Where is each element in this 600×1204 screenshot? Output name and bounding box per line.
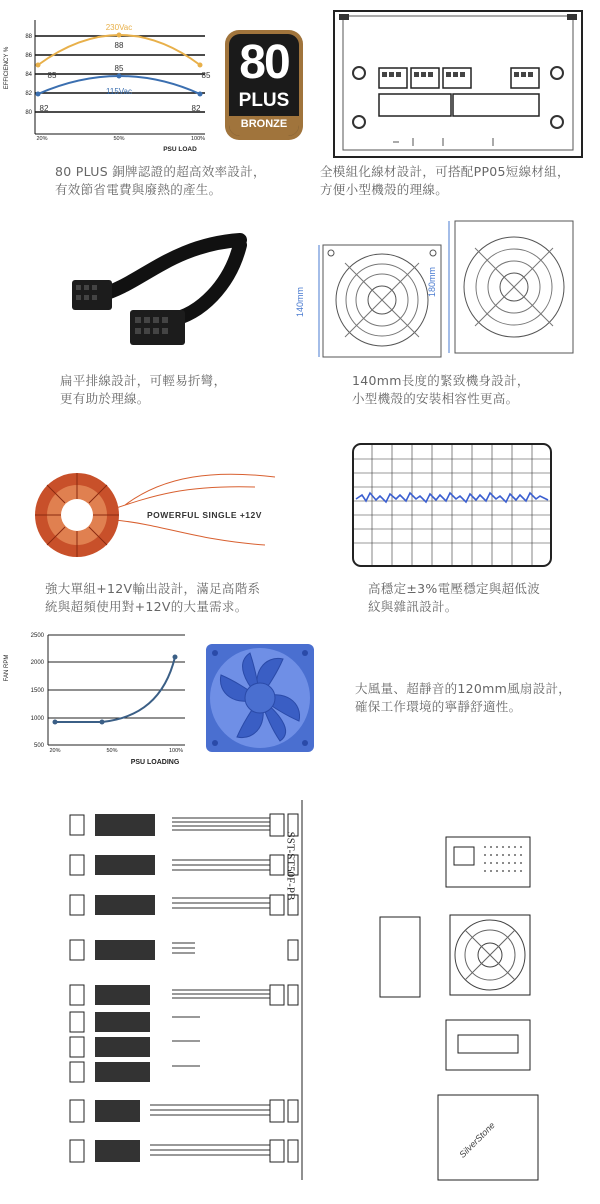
- label-88: 88: [114, 41, 124, 50]
- efficiency-chart: [0, 10, 215, 160]
- efficiency-ylabel: EFFICIENCY %: [4, 46, 10, 90]
- caption-12v: 強大單組+12V輸出設計，滿足高階系 統與超頻使用對+12V的大量需求。: [45, 581, 261, 614]
- eff-ytick: 80: [25, 110, 32, 116]
- fan-ytick: 1000: [30, 716, 44, 722]
- caption-fan: 大風量、超靜音的120mm風扇設計， 確保工作環境的寧靜舒適性。: [355, 681, 572, 714]
- fan-ytick: 2500: [30, 633, 44, 639]
- fan-xtick: 100%: [168, 748, 184, 754]
- label-85: 85: [114, 64, 124, 73]
- eff-ytick: 86: [25, 53, 32, 59]
- fan-ylabel: FAN RPM: [4, 654, 10, 682]
- fan-ytick: 1500: [30, 688, 44, 694]
- cable-schematic: [60, 800, 310, 1180]
- length-140-label: 140mm: [295, 286, 306, 318]
- eff-ytick: 84: [25, 72, 32, 78]
- dimension-drawings: [370, 815, 580, 1200]
- caption-modular: 全模組化線材設計，可搭配PP05短線材組， 方便小型機殼的理線。: [320, 164, 570, 197]
- model-label: SST-ST50F-PB: [284, 831, 297, 901]
- dimension-drawing: [295, 215, 585, 365]
- modular-panel-image: [333, 10, 583, 158]
- label-85-left: 85: [47, 71, 57, 80]
- 80plus-bronze-badge: [225, 30, 303, 140]
- length-180-label: 180mm: [427, 266, 438, 298]
- fan-ytick: 2000: [30, 660, 44, 666]
- caption-ripple: 高穩定±3%電壓穩定與超低波 紋與雜訊設計。: [368, 581, 541, 614]
- fan-xtick: 50%: [106, 748, 118, 754]
- eff-ytick: 88: [25, 34, 32, 40]
- fan-rpm-chart: [0, 628, 200, 773]
- blue-fan-image: [205, 643, 315, 753]
- caption-efficiency: 80 PLUS 銅牌認證的超高效率設計， 有效節省電費與廢熱的產生。: [55, 164, 266, 197]
- eff-xtick: 100%: [190, 136, 206, 142]
- label-82-right: 82: [191, 104, 201, 113]
- flat-cable-image: [60, 225, 260, 355]
- series-230-line: [38, 35, 200, 65]
- badge-number: 80: [239, 36, 289, 89]
- caption-compact: 140mm長度的緊致機身設計， 小型機殼的安裝相容性更高。: [352, 373, 530, 406]
- fan-xtick: 20%: [49, 748, 61, 754]
- single-12v-image: [15, 465, 290, 565]
- brand-label: SilverStone: [457, 1120, 497, 1160]
- single-12v-label: POWERFUL SINGLE +12V: [147, 510, 262, 520]
- efficiency-chart-svg: [0, 10, 215, 160]
- efficiency-xlabel: PSU LOAD: [163, 146, 197, 153]
- series-115-name: 115Vac: [106, 87, 132, 96]
- badge-plus: PLUS: [238, 90, 290, 111]
- ripple-scope-image: [352, 443, 552, 568]
- eff-xtick: 20%: [36, 136, 48, 142]
- caption-flat-cable: 扁平排線設計，可輕易折彎， 更有助於理線。: [60, 373, 227, 406]
- label-85-right: 85: [201, 71, 211, 80]
- fan-xlabel: PSU LOADING: [130, 759, 180, 766]
- eff-xtick: 50%: [113, 136, 125, 142]
- series-230-name: 230Vac: [105, 23, 133, 32]
- fan-ytick: 500: [33, 743, 44, 749]
- eff-ytick: 82: [25, 91, 32, 97]
- cable-schematic-svg: [60, 800, 310, 1180]
- badge-tier: BRONZE: [240, 118, 288, 130]
- label-82-left: 82: [39, 104, 49, 113]
